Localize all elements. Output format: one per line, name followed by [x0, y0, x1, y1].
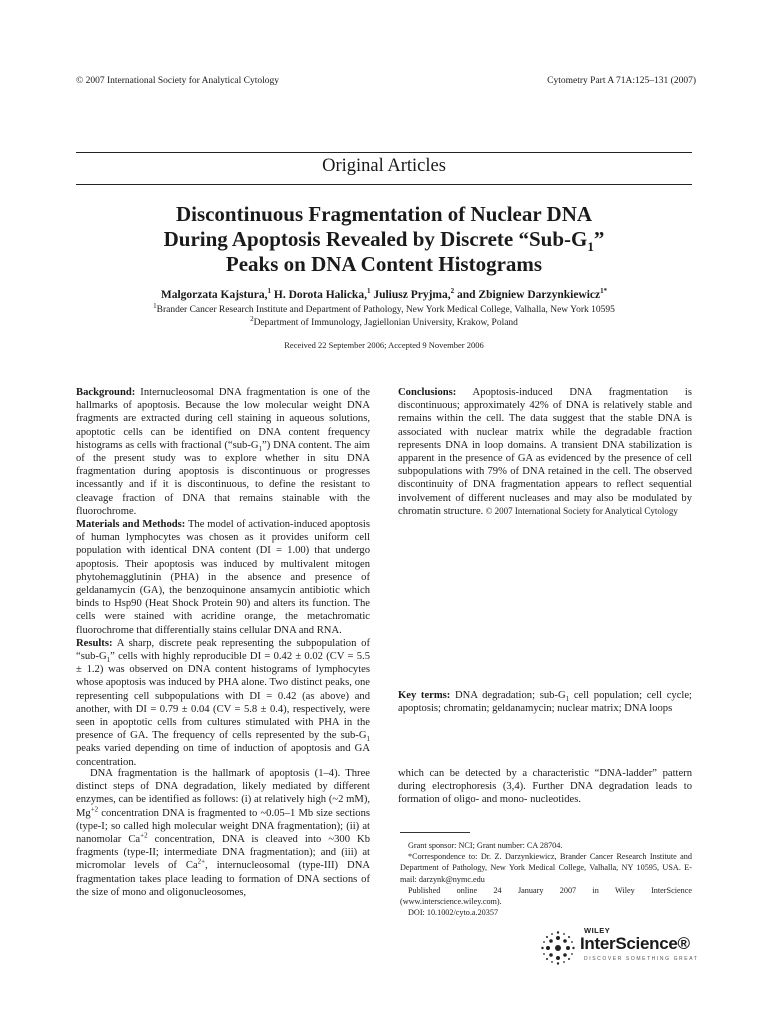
publication-footnote: Published online 24 January 2007 in Wiley InterScience (www.interscience.wiley.com). — [400, 885, 692, 907]
wiley-interscience-logo — [540, 924, 700, 968]
footnote-rule — [400, 832, 470, 833]
body-left-column — [76, 767, 370, 899]
body-right-column — [398, 767, 692, 807]
author: Malgorzata Kajstura,$^1$ — [160, 287, 272, 301]
interscience-wordmark: InterScience® — [580, 934, 690, 953]
abstract-results: Results: A sharp, discrete peak representing the subpopulation of “$sub-G_1$” cells with highly reproducible DI = 0.42 ± 0.02 (CV = 5.5 ± 1.2) was observed on DNA content histograms of lymphocytes whose apoptosis was induced by PHA alone. Two distinct peaks, one representing cell subpopulations with DI = 0.42 (as above) and another, with DI = 0.79 ± 0.04 (CV = 5.8 ± 0.4), respectively, were seen in apoptotic cells from cultures stimulated with PHA in the presence of GA. The frequency of cells represented by the sub-$G_1$ peaks varied depending on time of induction of apoptosis and GA concentration. — [76, 637, 370, 768]
doi-footnote: DOI: 10.1002/cyto.a.20357 — [408, 908, 499, 918]
abstract-background: Background: Internucleosomal DNA fragmentation is one of the hallmarks of apoptosis. Because the low molecular weight DNA fragments are extracted during cell staining in aqueous solutions, apoptotic cells can be identified on DNA content frequency histograms as cells with fractional $(“sub-G_1”)$ DNA content. The aim of the present study was to explore whether in situ DNA fragmentation during apoptosis is discontinuous or progresses incessantly and if it is discontinuous, to define the resistant to cleavage fraction of DNA that remains stainable with the fluorochrome. — [76, 387, 370, 517]
affiliation-1: $^1$Brander Cancer Research Institute and Department of Pathology, New York Medical College, Valhalla, New York 10595 — [153, 301, 615, 315]
key-terms: Key terms: DNA degradation; sub-$G_1$ cell population; cell cycle; apoptosis; chromatin; geldanamycin; nuclear matrix; DNA loops — [398, 690, 693, 715]
section-heading: Original Articles — [322, 156, 446, 176]
body-paragraph: DNA fragmentation is the hallmark of apoptosis (1–4). Three distinct steps of DNA degradation, likely mediated by different enzymes, can be identified as follows: (i) at relatively high (~2 mM), $Mg^{+2}$ concentration DNA is fragmented to ~0.05–1 Mb size sections (type-I; so called high molecular weight DNA fragmentation); (ii) at nanomolar $Ca^{+2}$ concentration, DNA is cleaved into ~300 Kb fragments (type-II; intermediate DNA fragmentation); and (iii) at micromolar levels of $Ca^{2+}$, internucleosomal (type-III) DNA fragmentation takes place leading to formation of DNA sections of the size of mono and oligonucleosomes, — [76, 768, 370, 898]
section-rule-bottom — [76, 184, 692, 185]
wiley-brand: WILEY — [584, 926, 611, 935]
footnotes — [400, 840, 692, 918]
abstract-right-column — [398, 386, 692, 518]
article-title — [76, 202, 692, 277]
author: H. Dorota Halicka,$^1$ — [273, 287, 371, 301]
affiliation-2: $^2$Department of Immunology, Jagiellonian University, Krakow, Poland — [250, 314, 518, 328]
abstract-methods: Materials and Methods: The model of activation-induced apoptosis of human lymphocytes was chosen as it provides uniform cell population with identical DNA content (DI = 1.00) that undergo apoptosis. Their apoptosis was induced by multivalent mitogen phytohemagglutinin (PHA) in the absence and presence of geldanamycin (GA), the benzoquinone ansamycin antibiotic which binds to Hsp90 (Heat Shock Protein 90) and alters its function. The cells were stained with acridine orange, the metachromatic fluorochrome that differentially stains cellular DNA and RNA. — [76, 519, 370, 636]
section-rule-top — [76, 152, 692, 153]
journal-reference: Cytometry Part A 71A:125–131 (2007) — [547, 76, 696, 86]
title-line-2: During Apoptosis Revealed by Discrete “$Sub-G_1$” — [163, 227, 605, 255]
sunburst-icon — [540, 930, 576, 966]
copyright-notice: © 2007 International Society for Analytical Cytology — [76, 76, 279, 86]
title-line-1: Discontinuous Fragmentation of Nuclear DNA — [175, 202, 593, 226]
author-list — [76, 289, 692, 301]
running-header — [76, 76, 696, 90]
correspondence-footnote: *Correspondence to: Dr. Z. Darzynkiewicz, Brander Cancer Research Institute and Department of Pathology, New York Medical College, Valhalla, NY 10595, USA. E-mail: darzynk@nymc.edu — [400, 852, 692, 884]
received-dates: Received 22 September 2006; Accepted 9 November 2006 — [284, 340, 484, 350]
body-paragraph: which can be detected by a characteristic “DNA-ladder” pattern during electrophoresis (3,4). Further DNA degradation leads to formation of oligo- and mono- nucleotides. — [398, 768, 692, 806]
logo-tagline: DISCOVER SOMETHING GREAT — [584, 956, 699, 962]
title-line-3: Peaks on DNA Content Histograms — [225, 252, 543, 276]
abstract-conclusions: Conclusions: Apoptosis-induced DNA fragmentation is discontinuous; approximately 42% of DNA is relatively stable and remains within the cell. The data suggest that the stable DNA is associated with nuclear matrix while the degradable fraction represents DNA in loop domains. A transient DNA stabilization is apparent in the presence of GA as evidenced by the presence of cell subpopulations with 79% of DNA retained in the cell. The observed discontinuity of DNA fragmentation appears to reflect sequential involvement of different nucleases and may also be modulated by chromatin structure. © 2007 International Society for Analytical Cytology — [398, 387, 692, 517]
abstract-left-column — [76, 386, 370, 769]
author: and Zbigniew Darzynkiewicz$^{1*}$ — [457, 287, 608, 301]
author: Juliusz Pryjma,$^2$ — [373, 287, 455, 301]
grant-footnote: Grant sponsor: NCI; Grant number: CA 28704. — [408, 841, 563, 850]
